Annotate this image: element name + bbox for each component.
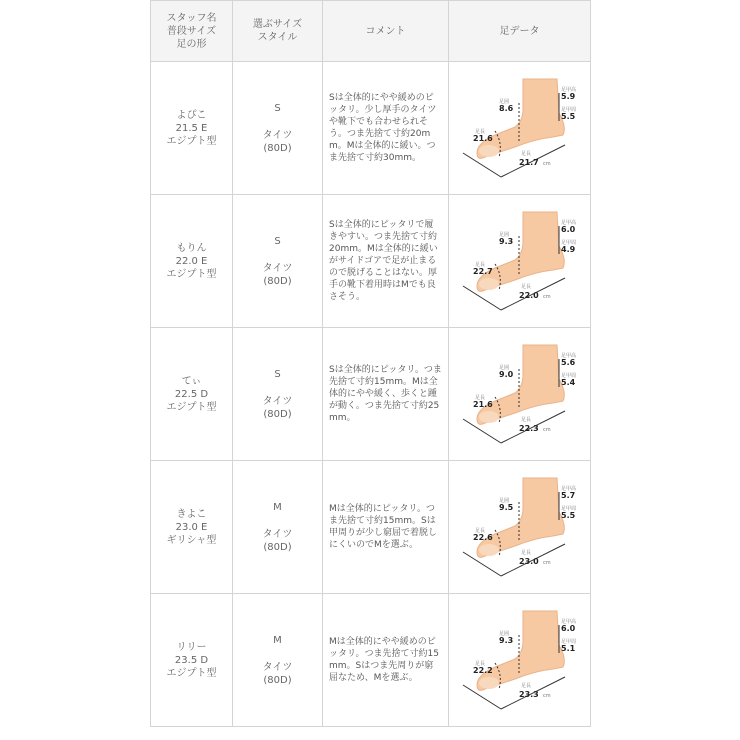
- wear-style: タイツ (80D): [262, 395, 293, 420]
- bottom-label: 足長: [520, 151, 531, 157]
- style-cell: [233, 594, 323, 727]
- chosen-size: S: [274, 102, 281, 114]
- length-label: 足長: [474, 129, 485, 135]
- comment-cell: Mは全体的にピッタリ。つま先捨て寸約15mm。Sは甲周りが少し窮屈で着脱しにくいのでMを選ぶ。: [323, 461, 449, 594]
- chosen-size: M: [273, 634, 282, 646]
- instep-height-label: 足甲高: [560, 619, 576, 625]
- chosen-size: S: [274, 235, 281, 247]
- ball-value: 9.5: [498, 503, 513, 512]
- length-label: 足長: [474, 262, 485, 268]
- length-value: 21.6: [472, 134, 493, 143]
- staff-cell: よぴこ 21.5 E エジプト型: [151, 62, 233, 195]
- chosen-size: M: [273, 501, 282, 513]
- instep-height-label: 足甲高: [560, 353, 576, 359]
- table-header-row: [151, 1, 591, 62]
- foot-diagram: [455, 472, 585, 582]
- ball-label: 足囲: [498, 631, 509, 637]
- staff-cell: もりん 22.0 E エジプト型: [151, 195, 233, 328]
- foot-data-cell: [449, 62, 591, 195]
- toes-illustration: [479, 677, 499, 689]
- foot-data-cell: [449, 594, 591, 727]
- toes-illustration: [479, 544, 499, 556]
- style-cell: [233, 195, 323, 328]
- instep-height-value: 6.0: [560, 624, 575, 633]
- size-table-wrapper: [150, 0, 590, 740]
- instep-girth-value: 5.1: [560, 644, 575, 653]
- table-row-5: [151, 594, 591, 727]
- ball-value: 9.3: [498, 636, 513, 645]
- unit-label: cm: [542, 427, 551, 433]
- header-foot-data: 足データ: [449, 1, 591, 62]
- table-row-3: [151, 328, 591, 461]
- instep-height-value: 5.6: [560, 358, 575, 367]
- unit-label: cm: [542, 161, 551, 167]
- foot-diagram: [455, 73, 585, 183]
- length-value: 21.6: [472, 400, 493, 409]
- foot-diagram: [455, 339, 585, 449]
- instep-height-value: 5.7: [560, 491, 575, 500]
- length-value: 22.6: [472, 533, 493, 542]
- bottom-value: 21.7: [518, 158, 539, 167]
- instep-height-value: 6.0: [560, 225, 575, 234]
- bottom-label: 足長: [520, 683, 531, 689]
- style-cell: [233, 328, 323, 461]
- bottom-label: 足長: [520, 550, 531, 556]
- staff-cell: リリー 23.5 D エジプト型: [151, 594, 233, 727]
- ball-value: 8.6: [498, 104, 513, 113]
- instep-girth-label: 足甲周: [560, 639, 576, 645]
- unit-label: cm: [542, 693, 551, 699]
- comment-cell: Sは全体的にやや緩めのピッタリ。少し厚手のタイツや靴下でも合わせられそう。つま先捨て寸約20mm。Mは全体的に緩い。つま先捨て寸約30mm。: [323, 62, 449, 195]
- bottom-label: 足長: [520, 284, 531, 290]
- comment-cell: Sは全体的にピッタリ。つま先捨て寸約15mm。Mは全体的にやや緩く、歩くと踵が動く。つま先捨て寸約25mm。: [323, 328, 449, 461]
- header-style: 選ぶサイズ スタイル: [233, 1, 323, 62]
- instep-girth-label: 足甲周: [560, 373, 576, 379]
- unit-label: cm: [542, 294, 551, 300]
- length-label: 足長: [474, 661, 485, 667]
- toes-illustration: [479, 411, 499, 423]
- foot-data-cell: [449, 195, 591, 328]
- instep-height-label: 足甲高: [560, 87, 576, 93]
- instep-girth-value: 5.4: [560, 378, 575, 387]
- instep-height-value: 5.9: [560, 92, 575, 101]
- ball-label: 足囲: [498, 498, 509, 504]
- foot-data-cell: [449, 461, 591, 594]
- staff-size-table: [150, 0, 591, 727]
- staff-cell: てぃ 22.5 D エジプト型: [151, 328, 233, 461]
- instep-girth-value: 5.5: [560, 112, 575, 121]
- length-value: 22.7: [472, 267, 493, 276]
- instep-height-label: 足甲高: [560, 486, 576, 492]
- toes-illustration: [479, 278, 499, 290]
- staff-cell: きよこ 23.0 E ギリシャ型: [151, 461, 233, 594]
- style-cell: [233, 62, 323, 195]
- ball-value: 9.0: [498, 370, 513, 379]
- comment-cell: Sは全体的にピッタリで履きやすい。つま先捨て寸約20mm。Mは全体的に緩いがサイドゴアで足が止まるので脱げることはない。厚手の靴下着用時はMでも良さそう。: [323, 195, 449, 328]
- toes-illustration: [479, 145, 499, 157]
- header-comment: コメント: [323, 1, 449, 62]
- instep-girth-value: 5.5: [560, 511, 575, 520]
- wear-style: タイツ (80D): [262, 528, 293, 553]
- table-row-2: [151, 195, 591, 328]
- unit-label: cm: [542, 560, 551, 566]
- instep-girth-label: 足甲周: [560, 240, 576, 246]
- bottom-value: 22.0: [518, 291, 539, 300]
- length-value: 22.2: [472, 666, 493, 675]
- ball-label: 足囲: [498, 232, 509, 238]
- wear-style: タイツ (80D): [262, 661, 293, 686]
- comment-cell: Mは全体的にやや緩めのピッタリ。つま先捨て寸約15mm。Sはつま先周りが窮屈なため、Mを選ぶ。: [323, 594, 449, 727]
- table-row-1: [151, 62, 591, 195]
- length-label: 足長: [474, 395, 485, 401]
- bottom-value: 23.3: [518, 690, 539, 699]
- instep-girth-label: 足甲周: [560, 506, 576, 512]
- foot-data-cell: [449, 328, 591, 461]
- ball-label: 足囲: [498, 365, 509, 371]
- ball-label: 足囲: [498, 99, 509, 105]
- foot-diagram: [455, 605, 585, 715]
- instep-girth-value: 4.9: [560, 245, 575, 254]
- ball-value: 9.3: [498, 237, 513, 246]
- bottom-value: 23.0: [518, 557, 539, 566]
- instep-girth-label: 足甲周: [560, 107, 576, 113]
- header-staff: スタッフ名 普段サイズ 足の形: [151, 1, 233, 62]
- bottom-label: 足長: [520, 417, 531, 423]
- wear-style: タイツ (80D): [262, 129, 293, 154]
- foot-diagram: [455, 206, 585, 316]
- length-label: 足長: [474, 528, 485, 534]
- style-cell: [233, 461, 323, 594]
- bottom-value: 22.3: [518, 424, 539, 433]
- wear-style: タイツ (80D): [262, 262, 293, 287]
- table-row-4: [151, 461, 591, 594]
- instep-height-label: 足甲高: [560, 220, 576, 226]
- chosen-size: S: [274, 368, 281, 380]
